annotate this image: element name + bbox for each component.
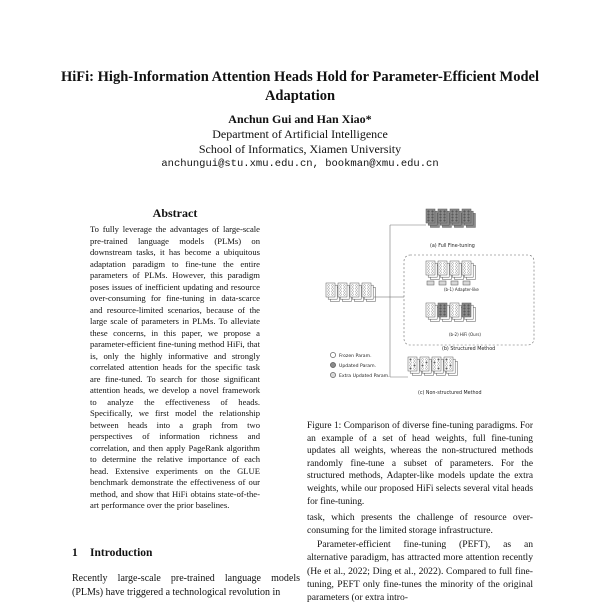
head-matrix [450, 209, 459, 223]
weight-dot [464, 217, 466, 219]
head-matrix [438, 303, 447, 317]
weight-dot [432, 305, 434, 307]
weight-dot [426, 368, 428, 370]
extra-adapter-weight [451, 281, 458, 285]
weight-dot [440, 217, 442, 219]
weight-dot [464, 211, 466, 213]
weight-dot [468, 305, 470, 307]
affiliation-school: School of Informatics, Xiamen University [198, 142, 402, 156]
weight-dot [444, 269, 446, 271]
weight-dot [456, 211, 458, 213]
weight-dot [414, 368, 416, 370]
weight-dot [432, 314, 434, 316]
weight-dot [368, 288, 370, 290]
weight-dot [440, 266, 442, 268]
weight-dot [468, 314, 470, 316]
weight-dot [452, 305, 454, 307]
legend-updated-swatch [330, 362, 335, 367]
weight-dot [444, 214, 446, 216]
weight-dot [434, 359, 436, 361]
weight-dot [440, 269, 442, 271]
weight-dot [446, 365, 448, 367]
section-title: Introduction [90, 547, 153, 559]
weight-dot [432, 272, 434, 274]
weight-dot [432, 266, 434, 268]
weight-dot [368, 285, 370, 287]
label-adapter-like: (b-1) Adapter-like [444, 287, 479, 292]
head-matrix [338, 283, 347, 297]
weight-dot [328, 294, 330, 296]
weight-dot [364, 291, 366, 293]
weight-dot [452, 269, 454, 271]
weight-dot [464, 314, 466, 316]
figure-diagram [318, 205, 538, 397]
weight-dot [468, 214, 470, 216]
weight-dot [452, 266, 454, 268]
weight-dot [328, 285, 330, 287]
weight-dot [456, 266, 458, 268]
weight-dot [410, 368, 412, 370]
weight-dot [344, 285, 346, 287]
paper-title: HiFi: High-Information Attention Heads Hold for Parameter-Efficient Model Adaptation [60, 69, 540, 104]
abstract-text: To fully leverage the advantages of large-scale pre-trained language models (PLMs) on downstream tasks, it has become a ubiquitous adaptation paradigm to fine-tune the entire parameters of PLMs. However, this paradigm poses issues of inefficient updating and resource over-consuming for fine-tuning in data-scarce and resource-limited scenarios, because of the large scale of parameters in PLMs. To alleviate these concerns, in this paper, we propose a parameter-efficient fine-tuning method HiFi, that is, only the highly informative and strongly correlated attention heads for the specific task are fine-tuned. To search for those significant attention heads, we develop a novel framework to analyze the effectiveness of heads. Specifically, we first model the relationship between heads into a graph from two perspectives of information richness and correlation, and then apply PageRank algorithm to determine the relative importance of each head. Extensive experiments on the GLUE benchmark demonstrate the effectiveness of our method, and show that HiFi obtains state-of-the-art performance over the prior baselines. [90, 224, 260, 510]
weight-dot [428, 305, 430, 307]
weight-dot [414, 365, 416, 367]
weight-dot [440, 308, 442, 310]
weight-dot [438, 359, 440, 361]
legend-frozen-label: Frozen Param. [339, 354, 372, 359]
weight-dot [340, 291, 342, 293]
weight-dot [440, 214, 442, 216]
abstract-heading: Abstract [152, 206, 198, 220]
weight-dot [464, 308, 466, 310]
weight-dot [352, 288, 354, 290]
weight-dot [432, 263, 434, 265]
legend-extra-label: Extra Updated Param. [339, 374, 390, 379]
weight-dot [452, 314, 454, 316]
legend-extra-swatch [330, 372, 335, 377]
weight-dot [434, 362, 436, 364]
affiliation-department: Department of Artificial Intelligence [212, 127, 388, 141]
hifi-heads-group [426, 303, 475, 321]
weight-dot [444, 314, 446, 316]
weight-dot [444, 272, 446, 274]
weight-dot [428, 269, 430, 271]
weight-dot [356, 294, 358, 296]
weight-dot [328, 288, 330, 290]
weight-dot [464, 214, 466, 216]
weight-dot [352, 294, 354, 296]
weight-dot [450, 362, 452, 364]
weight-dot [468, 266, 470, 268]
weight-dot [456, 263, 458, 265]
weight-dot [468, 211, 470, 213]
weight-dot [464, 311, 466, 313]
weight-dot [368, 291, 370, 293]
weight-dot [440, 314, 442, 316]
weight-dot [444, 217, 446, 219]
label-non-structured-method: (c) Non-structured Method [418, 391, 482, 396]
head-matrix [362, 283, 371, 297]
weight-dot [438, 365, 440, 367]
weight-dot [440, 311, 442, 313]
weight-dot [426, 359, 428, 361]
weight-dot [456, 308, 458, 310]
head-matrix [462, 261, 471, 275]
weight-dot [444, 266, 446, 268]
weight-dot [352, 291, 354, 293]
weight-dot [328, 291, 330, 293]
weight-dot [456, 311, 458, 313]
weight-dot [422, 362, 424, 364]
weight-dot [464, 272, 466, 274]
weight-dot [332, 288, 334, 290]
weight-dot [452, 311, 454, 313]
weight-dot [344, 288, 346, 290]
weight-dot [464, 269, 466, 271]
head-matrix [462, 209, 471, 223]
weight-dot [450, 368, 452, 370]
weight-dot [452, 220, 454, 222]
weight-dot [428, 263, 430, 265]
weight-dot [332, 285, 334, 287]
weight-dot [450, 365, 452, 367]
weight-dot [344, 291, 346, 293]
weight-dot [452, 272, 454, 274]
weight-dot [464, 266, 466, 268]
weight-dot [428, 266, 430, 268]
weight-dot [444, 305, 446, 307]
head-matrix [426, 303, 435, 317]
author-names: Anchun Gui and Han Xiao* [228, 112, 372, 126]
weight-dot [464, 220, 466, 222]
weight-dot [452, 214, 454, 216]
head-matrix [426, 209, 435, 223]
legend-updated-label: Updated Param. [339, 364, 377, 369]
head-matrix [462, 303, 471, 317]
weight-dot [432, 214, 434, 216]
section-heading-introduction [72, 547, 152, 559]
head-matrix [438, 209, 447, 223]
weight-dot [428, 311, 430, 313]
author-emails: anchungui@stu.xmu.edu.cn, bookman@xmu.edu.cn [161, 158, 439, 170]
weight-dot [456, 314, 458, 316]
figure-caption [307, 420, 533, 508]
weight-dot [432, 220, 434, 222]
right-column-text [307, 511, 533, 605]
weight-dot [456, 214, 458, 216]
right-column-para-2: Parameter-efficient fine-tuning (PEFT), as an alternative paradigm, has attracted more attention recently (He et al., 2022; Ding et al., 2022). Compared to full fine-tuning, PEFT only fine-tunes the minority of the original parameters (or extra intro- [307, 538, 533, 604]
weight-dot [332, 294, 334, 296]
adapter-heads-group [426, 261, 475, 285]
head-matrix [426, 261, 435, 275]
weight-dot [438, 368, 440, 370]
weight-dot [352, 285, 354, 287]
head-matrix [350, 283, 359, 297]
weight-dot [432, 217, 434, 219]
extra-adapter-weight [439, 281, 446, 285]
connector-lines [374, 225, 426, 377]
weight-dot [440, 272, 442, 274]
head-matrix [444, 357, 453, 371]
weight-dot [444, 211, 446, 213]
weight-dot [450, 359, 452, 361]
weight-dot [428, 314, 430, 316]
weight-dot [456, 269, 458, 271]
weight-dot [446, 368, 448, 370]
weight-dot [468, 220, 470, 222]
weight-dot [452, 211, 454, 213]
weight-dot [410, 362, 412, 364]
weight-dot [456, 217, 458, 219]
weight-dot [440, 305, 442, 307]
author-block [100, 112, 500, 172]
head-matrix [432, 357, 441, 371]
weight-dot [440, 220, 442, 222]
weight-dot [452, 263, 454, 265]
weight-dot [456, 272, 458, 274]
head-matrix [326, 283, 335, 297]
introduction-text: Recently large-scale pre-trained language models (PLMs) have triggered a technological revolution in [72, 573, 300, 598]
weight-dot [422, 368, 424, 370]
figure-1 [318, 205, 538, 397]
weight-dot [464, 263, 466, 265]
weight-dot [440, 211, 442, 213]
figure-legend [330, 352, 389, 379]
weight-dot [426, 362, 428, 364]
label-structured-method: (b) Structured Method [442, 347, 496, 352]
weight-dot [464, 305, 466, 307]
weight-dot [410, 359, 412, 361]
original-heads-group [326, 283, 375, 301]
weight-dot [414, 362, 416, 364]
weight-dot [428, 308, 430, 310]
weight-dot [356, 291, 358, 293]
legend-frozen-swatch [330, 352, 335, 357]
weight-dot [456, 220, 458, 222]
head-matrix [450, 303, 459, 317]
weight-dot [410, 365, 412, 367]
section-number: 1 [72, 547, 78, 559]
weight-dot [356, 288, 358, 290]
label-full-fine-tuning: (a) Full Fine-tuning [430, 244, 475, 249]
weight-dot [444, 308, 446, 310]
weight-dot [368, 294, 370, 296]
label-hifi: (b-2) HiFi (Ours) [449, 332, 481, 337]
weight-dot [428, 214, 430, 216]
weight-dot [438, 362, 440, 364]
weight-dot [456, 305, 458, 307]
introduction-text-block [72, 572, 300, 599]
weight-dot [340, 288, 342, 290]
extra-adapter-weight [463, 281, 470, 285]
weight-dot [446, 359, 448, 361]
weight-dot [340, 294, 342, 296]
weight-dot [364, 285, 366, 287]
head-matrix [408, 357, 417, 371]
right-column-para-1: task, which presents the challenge of resource over-consuming for the limited storage infrastructure. [307, 512, 533, 537]
weight-dot [468, 263, 470, 265]
weight-dot [428, 220, 430, 222]
weight-dot [434, 365, 436, 367]
weight-dot [414, 359, 416, 361]
weight-dot [432, 308, 434, 310]
weight-dot [428, 211, 430, 213]
weight-dot [426, 365, 428, 367]
weight-dot [468, 217, 470, 219]
weight-dot [428, 217, 430, 219]
weight-dot [364, 294, 366, 296]
weight-dot [444, 263, 446, 265]
weight-dot [422, 365, 424, 367]
weight-dot [432, 211, 434, 213]
head-matrix [450, 261, 459, 275]
weight-dot [452, 308, 454, 310]
weight-dot [446, 362, 448, 364]
weight-dot [440, 263, 442, 265]
weight-dot [452, 217, 454, 219]
weight-dot [332, 291, 334, 293]
weight-dot [432, 269, 434, 271]
weight-dot [444, 311, 446, 313]
head-matrix [438, 261, 447, 275]
weight-dot [364, 288, 366, 290]
weight-dot [422, 359, 424, 361]
weight-dot [468, 272, 470, 274]
head-matrix [420, 357, 429, 371]
caption-text: Figure 1: Comparison of diverse fine-tuning paradigms. For an example of a set of head weights, full fine-tuning updates all weights, whereas the non-structured methods randomly fine-tune a subset of parameters. For the structured methods, Adapter-like models update the extra weights, while our proposed HiFi selects several vital heads for fine-tuning. [307, 421, 533, 507]
weight-dot [468, 308, 470, 310]
weight-dot [468, 311, 470, 313]
weight-dot [428, 272, 430, 274]
weight-dot [434, 368, 436, 370]
weight-dot [356, 285, 358, 287]
non-structured-heads-group [408, 357, 457, 375]
weight-dot [468, 269, 470, 271]
full-finetune-heads-group [426, 209, 475, 227]
extra-adapter-weight [427, 281, 434, 285]
weight-dot [432, 311, 434, 313]
weight-dot [344, 294, 346, 296]
weight-dot [444, 220, 446, 222]
weight-dot [340, 285, 342, 287]
abstract-text-block [90, 224, 260, 512]
